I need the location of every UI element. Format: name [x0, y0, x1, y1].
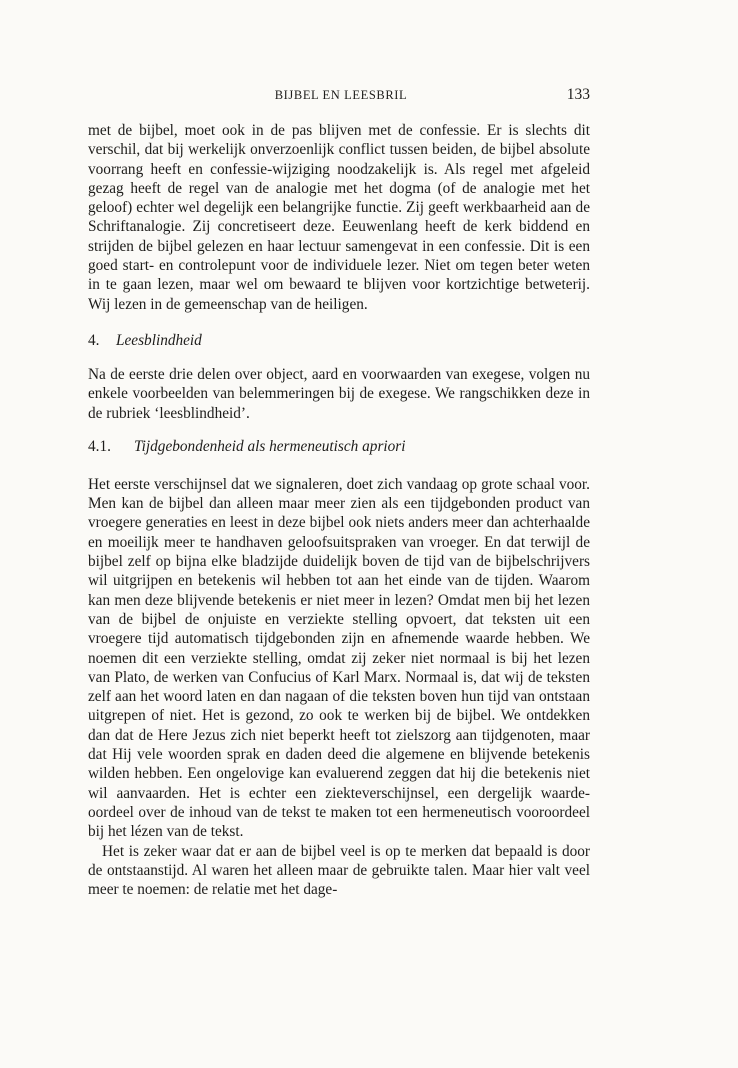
running-title: BIJBEL EN LEESBRIL — [274, 88, 408, 102]
paragraph-main: Het eerste verschijnsel dat we signaleren, doet zich vandaag op grote schaal voor. Men kan de bijbel dan alleen maar meer zien als een tijdgebonden product van vroegere generaties en leest in deze bijbel ook niets anders meer dan achterhaalde en moeilijk meer te handhaven geloofsuitspraken van vroeger. En dat terwijl de bijbel zelf op bijna elke bladzijde duidelijk boven de tijd van de bijbelschrijvers wil uitgrijpen en betekenis wil hebben tot aan het einde van de tijden. Waarom kan men deze blijvende betekenis er niet meer in lezen? Omdat men bij het lezen van de bijbel de onjuiste en verziekte stelling opvoert, dat teksten uit een vroegere tijd automatisch tijdgebonden zijn en afnemende waarde hebben. We noemen dit een verziekte stelling, omdat zij zeker niet normaal is bij het lezen van Plato, de werken van Confucius of Karl Marx. Normaal is, dat wij de teksten zelf aan het woord laten en dan nagaan of die teksten boven hun tijd van ontstaan uitgrepen of niet. Het is gezond, zo ook te werken bij de bijbel. We ontdekken dan dat de Here Jezus zich niet beperkt heeft tot zielszorg aan tijdgenoten, maar dat Hij vele woorden sprak en daden deed die algemene en blijvende betekenis wilden hebben. Een ongelovige kan evaluerend zeggen dat hij die betekenis niet wil aanvaarden. Het is echter een ziekteverschijnsel, een dergelijk waarde-oordeel over de inhoud van de tekst te maken tot een hermeneutisch vooroordeel bij het lézen van de tekst. — [88, 475, 590, 841]
section-title: Leesblindheid — [116, 331, 202, 349]
section-number: 4. — [88, 331, 100, 349]
section-heading-4 — [88, 331, 590, 350]
page-number: 133 — [566, 86, 590, 103]
paragraph-continuation: met de bijbel, moet ook in de pas blijven met de confessie. Er is slechts dit verschil, dat bij werkelijk onverzoenlijk conflict tussen beiden, de bijbel absolute voorrang heeft en confessie-wijziging noodzakelijk is. Als regel met afgeleid gezag heeft de regel van de analogie met het dogma (of de analogie met het geloof) echter wel degelijk een belangrijke functie. Zij geeft werkbaarheid aan de Schriftanalogie. Zij concretiseert deze. Eeuwenlang heeft de kerk biddend en strijden de bijbel gelezen en haar lectuur samengevat in een confessie. Dit is een goed start- en controlepunt voor de individuele lezer. Niet om tegen beter weten in te gaan lezen, maar wel om bewaard te blijven voor kortzichtige betweterij. Wij lezen in de gemeenschap van de heiligen. — [88, 122, 590, 313]
running-header — [88, 86, 594, 108]
paragraph-last: Het is zeker waar dat er aan de bijbel veel is op te merken dat bepaald is door de ontstaanstijd. Al waren het alleen maar de gebruikte talen. Maar hier valt veel meer te noemen: de relatie met het dage- — [88, 842, 590, 899]
subsection-title: Tijdgebondenheid als hermeneutisch apriori — [134, 437, 406, 455]
paragraph-intro: Na de eerste drie delen over object, aard en voorwaarden van exegese, volgen nu enkele voorbeelden van belemmeringen bij de exegese. We rangschikken deze in de rubriek ‘leesblindheid’. — [88, 365, 590, 422]
subsection-number: 4.1. — [88, 437, 111, 455]
subsection-heading-4-1 — [88, 437, 590, 456]
body-text — [88, 121, 590, 899]
